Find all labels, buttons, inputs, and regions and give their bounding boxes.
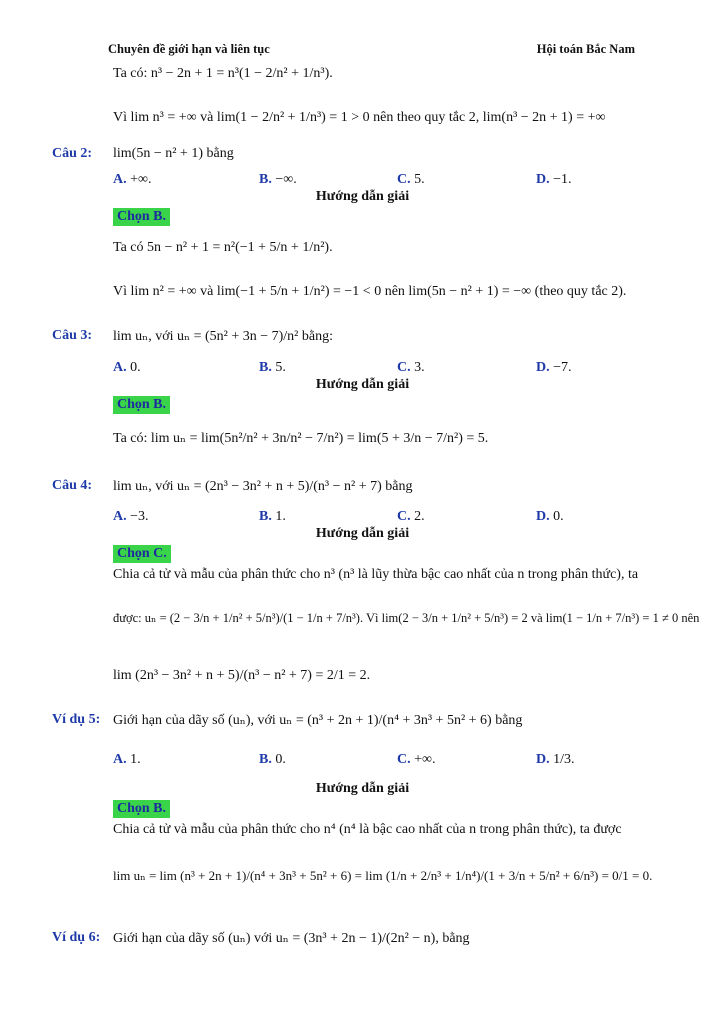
solution-line: được: uₙ = (2 − 3/n + 1/n² + 5/n³)/(1 − 1/n + 7/n³). Vì lim(2 − 3/n + 1/n² + 5/n³) = 2 và lim(1 − 1/n + 7/n³) = 1 ≠ 0 nên [113, 611, 700, 625]
option-d: D. 0. [536, 509, 564, 524]
solution-line: Ta có 5n − n² + 1 = n²(−1 + 5/n + 1/n²). [113, 240, 333, 255]
question-text: lim uₙ, với uₙ = (2n³ − 3n² + n + 5)/(n³ − n² + 7) bằng [113, 479, 413, 494]
question-label: Câu 2: [52, 146, 93, 161]
question-text: Giới hạn của dãy số (uₙ), với uₙ = (n³ + 2n + 1)/(n⁴ + 3n³ + 5n² + 6) bằng [113, 713, 523, 728]
solution-line: Chia cả tử và mẫu của phân thức cho n⁴ (n⁴ là bậc cao nhất của n trong phân thức), ta được [113, 822, 622, 837]
option-d: D. −7. [536, 360, 572, 375]
question-label: Câu 3: [52, 328, 93, 343]
option-c: C. 2. [397, 509, 425, 524]
option-d: D. 1/3. [536, 752, 575, 767]
option-a: A. −3. [113, 509, 149, 524]
answer-options [113, 752, 673, 772]
answer-badge: Chọn B. [113, 208, 170, 226]
option-c: C. 5. [397, 172, 425, 187]
option-b: B. 0. [259, 752, 286, 767]
guide-heading: Hướng dẫn giải [315, 781, 410, 796]
option-b: B. 1. [259, 509, 286, 524]
solution-line: Chia cả tử và mẫu của phân thức cho n³ (n³ là lũy thừa bậc cao nhất của n trong phân thức), ta [113, 567, 639, 582]
question-text: lim uₙ, với uₙ = (5n² + 3n − 7)/n² bằng: [113, 329, 333, 344]
header-topic: Chuyên đề giới hạn và liên tục [108, 42, 270, 56]
solution-line: Vì lim n³ = +∞ và lim(1 − 2/n² + 1/n³) = 1 > 0 nên theo quy tắc 2, lim(n³ − 2n + 1) = +∞ [113, 110, 606, 125]
solution-line: Ta có: n³ − 2n + 1 = n³(1 − 2/n² + 1/n³). [113, 66, 333, 81]
guide-heading: Hướng dẫn giải [315, 526, 410, 541]
answer-badge: Chọn C. [113, 545, 171, 563]
question-label: Câu 4: [52, 478, 93, 493]
answer-badge: Chọn B. [113, 800, 170, 818]
option-a: A. 0. [113, 360, 141, 375]
option-c: C. 3. [397, 360, 425, 375]
solution-line: lim uₙ = lim (n³ + 2n + 1)/(n⁴ + 3n³ + 5n² + 6) = lim (1/n + 2/n³ + 1/n⁴)/(1 + 3/n + 5/n² + 6/n³) = 0/1 = 0. [113, 868, 653, 883]
option-c: C. +∞. [397, 752, 436, 767]
option-b: B. −∞. [259, 172, 297, 187]
solution-line: Ta có: lim uₙ = lim(5n²/n² + 3n/n² − 7/n²) = lim(5 + 3/n − 7/n²) = 5. [113, 431, 489, 446]
question-text: Giới hạn của dãy số (uₙ) với uₙ = (3n³ + 2n − 1)/(2n² − n), bằng [113, 931, 470, 946]
answer-badge: Chọn B. [113, 396, 170, 414]
solution-line: Vì lim n² = +∞ và lim(−1 + 5/n + 1/n²) = −1 < 0 nên lim(5n − n² + 1) = −∞ (theo quy tắc 2). [113, 284, 627, 299]
question-text: lim(5n − n² + 1) bằng [113, 146, 234, 161]
option-a: A. 1. [113, 752, 141, 767]
question-label: Ví dụ 6: [52, 930, 101, 945]
header-group: Hội toán Bắc Nam [536, 42, 635, 56]
option-a: A. +∞. [113, 172, 152, 187]
option-b: B. 5. [259, 360, 286, 375]
solution-line: lim (2n³ − 3n² + n + 5)/(n³ − n² + 7) = 2/1 = 2. [113, 668, 371, 683]
option-d: D. −1. [536, 172, 572, 187]
guide-heading: Hướng dẫn giải [315, 189, 410, 204]
guide-heading: Hướng dẫn giải [315, 377, 410, 392]
question-label: Ví dụ 5: [52, 712, 101, 727]
page-header [108, 42, 635, 62]
